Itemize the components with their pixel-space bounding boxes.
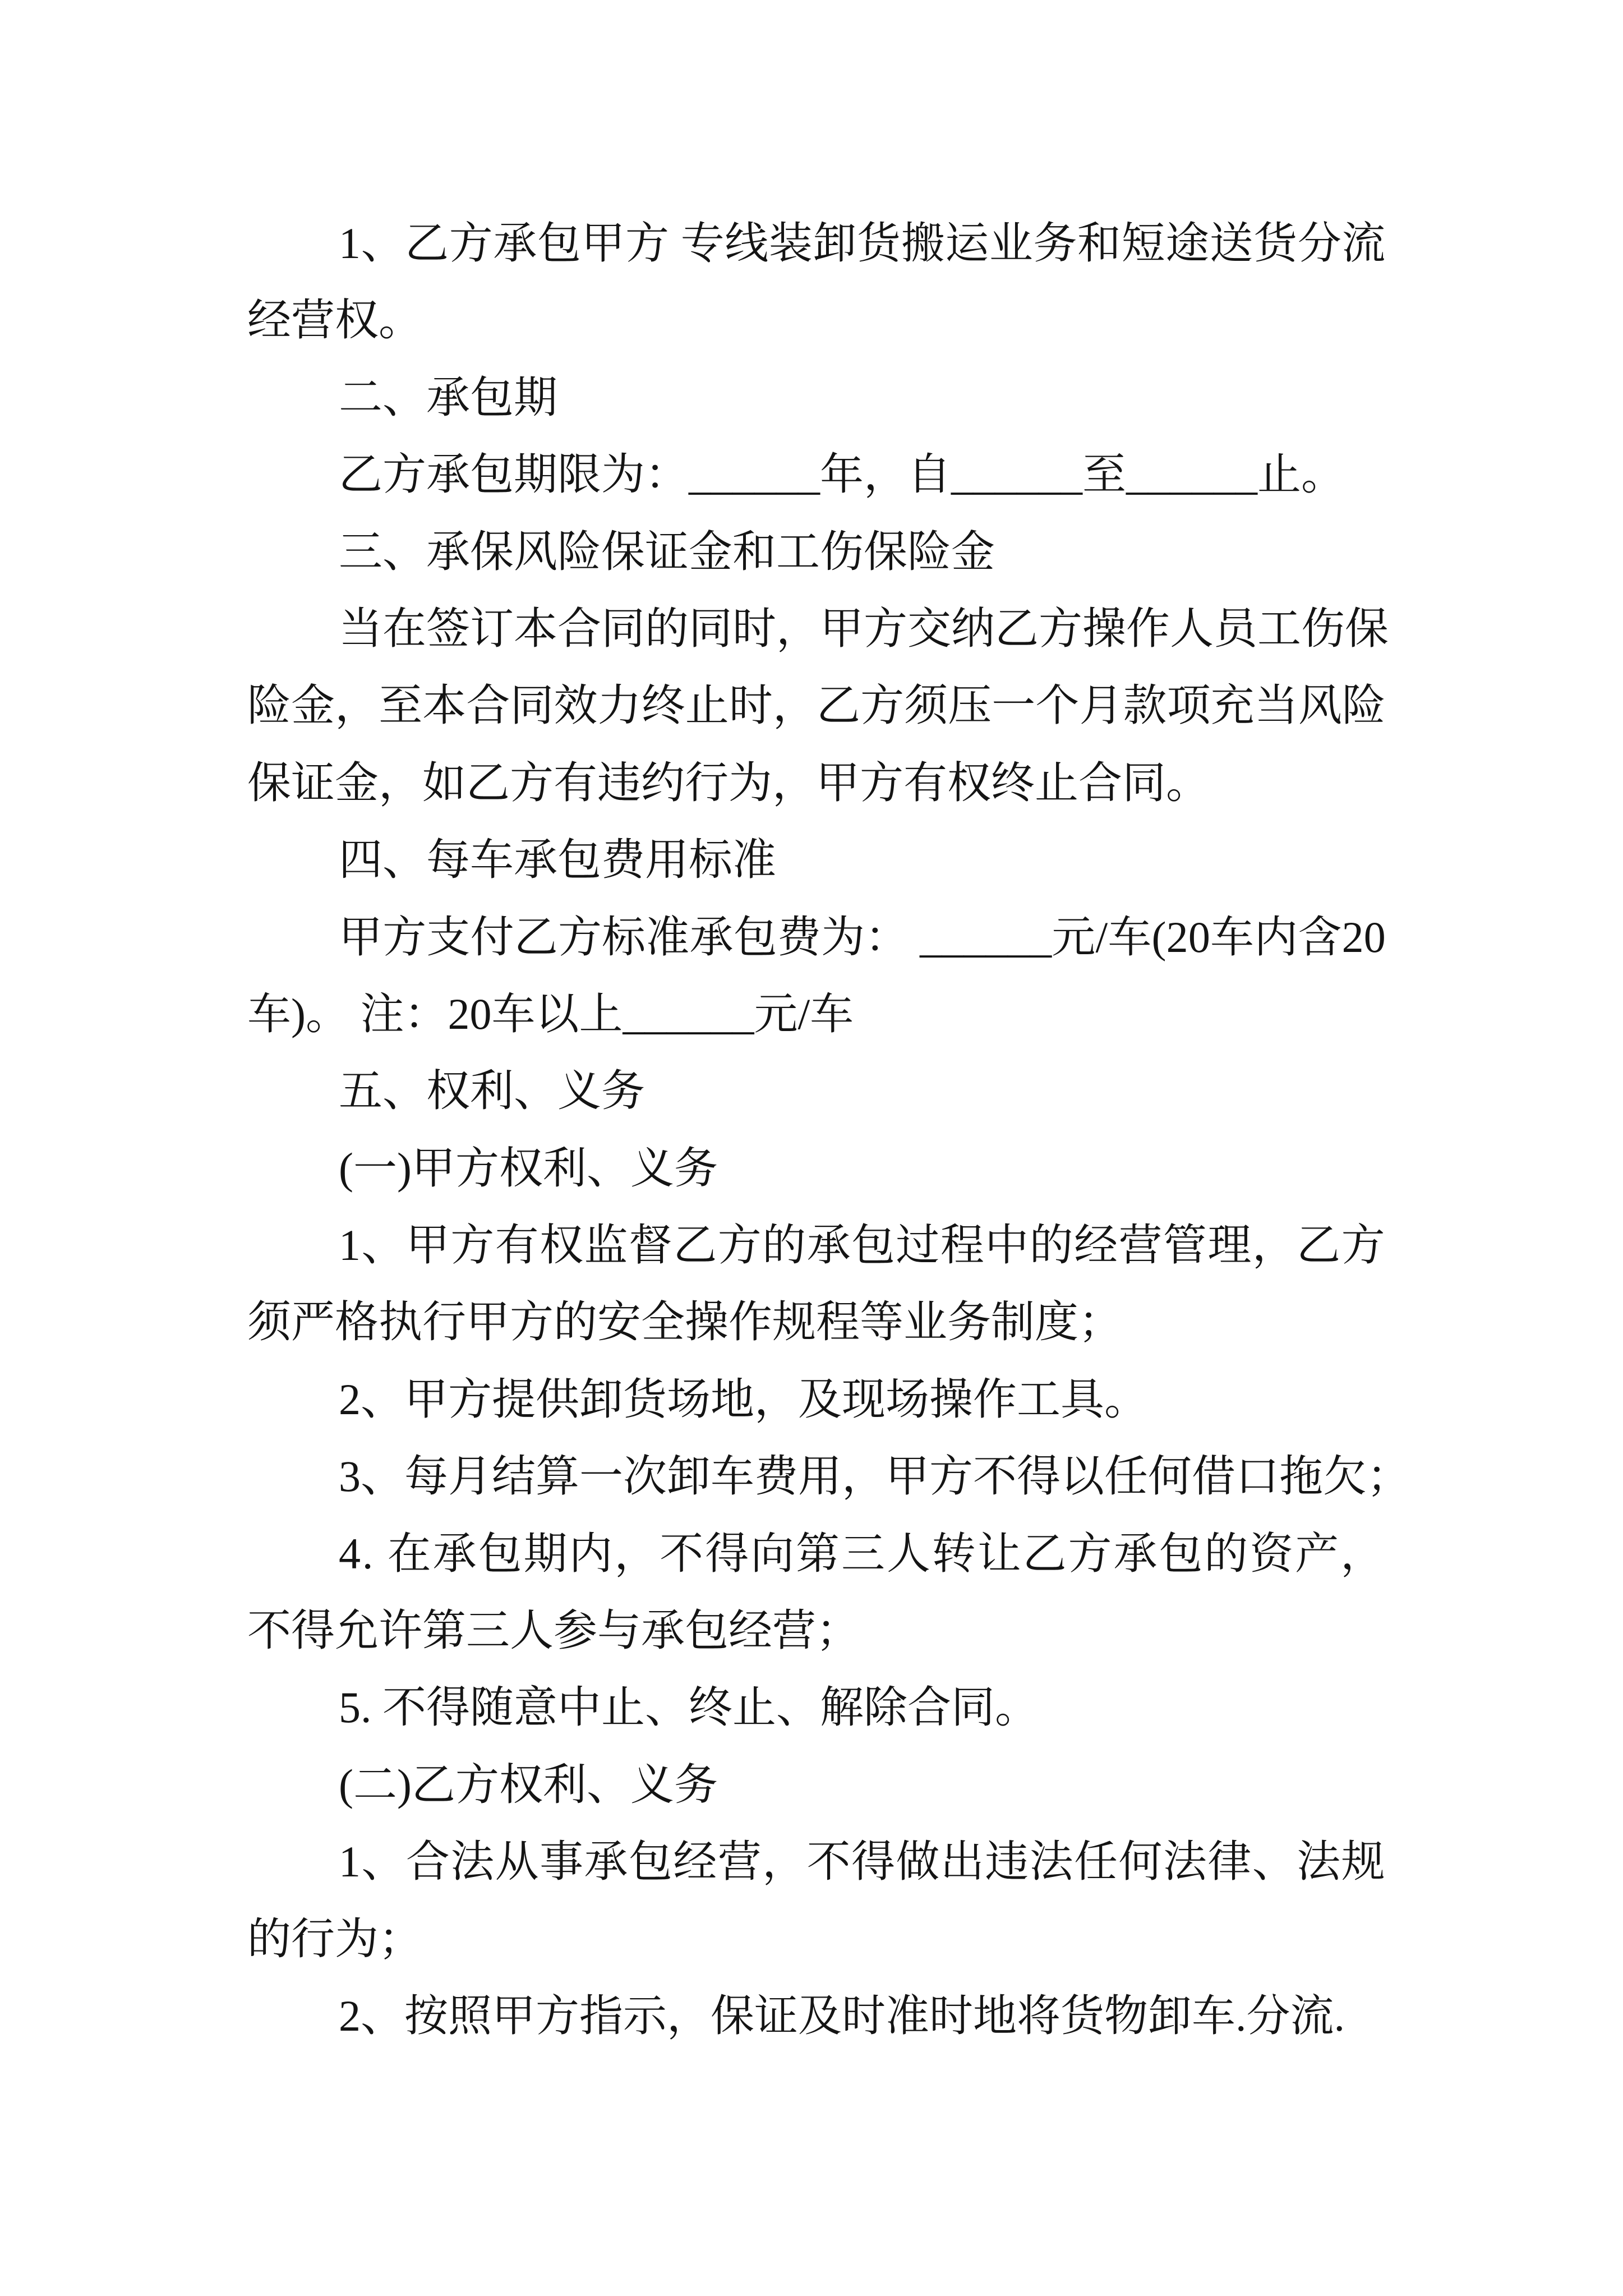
heading-fee-standard <box>247 821 1386 898</box>
section-heading: 四、每车承包费用标准 <box>339 835 777 885</box>
text-line: 不得允许第三人参与承包经营； <box>247 1606 860 1655</box>
text-line: 4. 在承包期内，不得向第三人转让乙方承包的资产， <box>339 1529 1386 1578</box>
heading-rights-obligations <box>247 1052 1386 1129</box>
subsection-heading: (二)乙方权利、义务 <box>339 1760 718 1809</box>
text-line: 乙方承包期限为：______年，自______至______止。 <box>339 450 1345 499</box>
party-b-item-2 <box>247 1977 1386 2054</box>
text-line: 1、合法从事承包经营，不得做出违法任何法律、法规 <box>339 1837 1386 1887</box>
heading-deposit-insurance <box>247 513 1386 590</box>
clause-scope <box>247 205 1386 359</box>
party-b-item-1 <box>247 1823 1386 1977</box>
text-line: 1、甲方有权监督乙方的承包过程中的经营管理，乙方 <box>339 1221 1386 1270</box>
text-line: 险金，至本合同效力终止时，乙方须压一个月款项充当风险 <box>247 681 1386 730</box>
text-line: 须严格执行甲方的安全操作规程等业务制度； <box>247 1297 1123 1347</box>
subheading-party-b-rights <box>247 1746 1386 1823</box>
text-line: 2、按照甲方指示，保证及时准时地将货物卸车.分流. <box>339 1991 1345 2040</box>
text-line: 当在签订本合同的同时，甲方交纳乙方操作人员工伤保 <box>339 604 1389 653</box>
text-line: 保证金，如乙方有违约行为，甲方有权终止合同。 <box>247 758 1210 807</box>
contract-body <box>247 205 1411 2054</box>
text-line: 甲方支付乙方标准承包费为： ______元/车(20车内含20 <box>339 912 1386 961</box>
party-a-item-1 <box>247 1207 1386 1361</box>
party-a-item-2 <box>247 1361 1386 1438</box>
clause-fee-standard <box>247 899 1386 1053</box>
subheading-party-a-rights <box>247 1130 1386 1207</box>
subsection-heading: (一)甲方权利、义务 <box>339 1143 718 1193</box>
party-a-item-5 <box>247 1669 1386 1746</box>
text-line: 的行为； <box>247 1914 423 1963</box>
text-line: 3、每月结算一次卸车费用，甲方不得以任何借口拖欠； <box>339 1452 1411 1501</box>
text-line: 车)。 注：20车以上______元/车 <box>247 989 854 1038</box>
party-a-item-3 <box>247 1438 1411 1515</box>
heading-contract-period <box>247 359 1386 436</box>
section-heading: 三、承保风险保证金和工伤保险金 <box>339 527 995 576</box>
text-line: 5. 不得随意中止、终止、解除合同。 <box>339 1683 1039 1732</box>
clause-contract-period <box>247 436 1386 513</box>
clause-deposit-insurance <box>247 590 1389 821</box>
text-line: 经营权。 <box>247 296 423 345</box>
party-a-item-4 <box>247 1515 1386 1669</box>
text-line: 2、甲方提供卸货场地，及现场操作工具。 <box>339 1374 1149 1424</box>
text-line: 1、乙方承包甲方 专线装卸货搬运业务和短途送货分流 <box>339 219 1386 268</box>
section-heading: 二、承包期 <box>339 372 558 422</box>
section-heading: 五、权利、义务 <box>339 1066 645 1116</box>
